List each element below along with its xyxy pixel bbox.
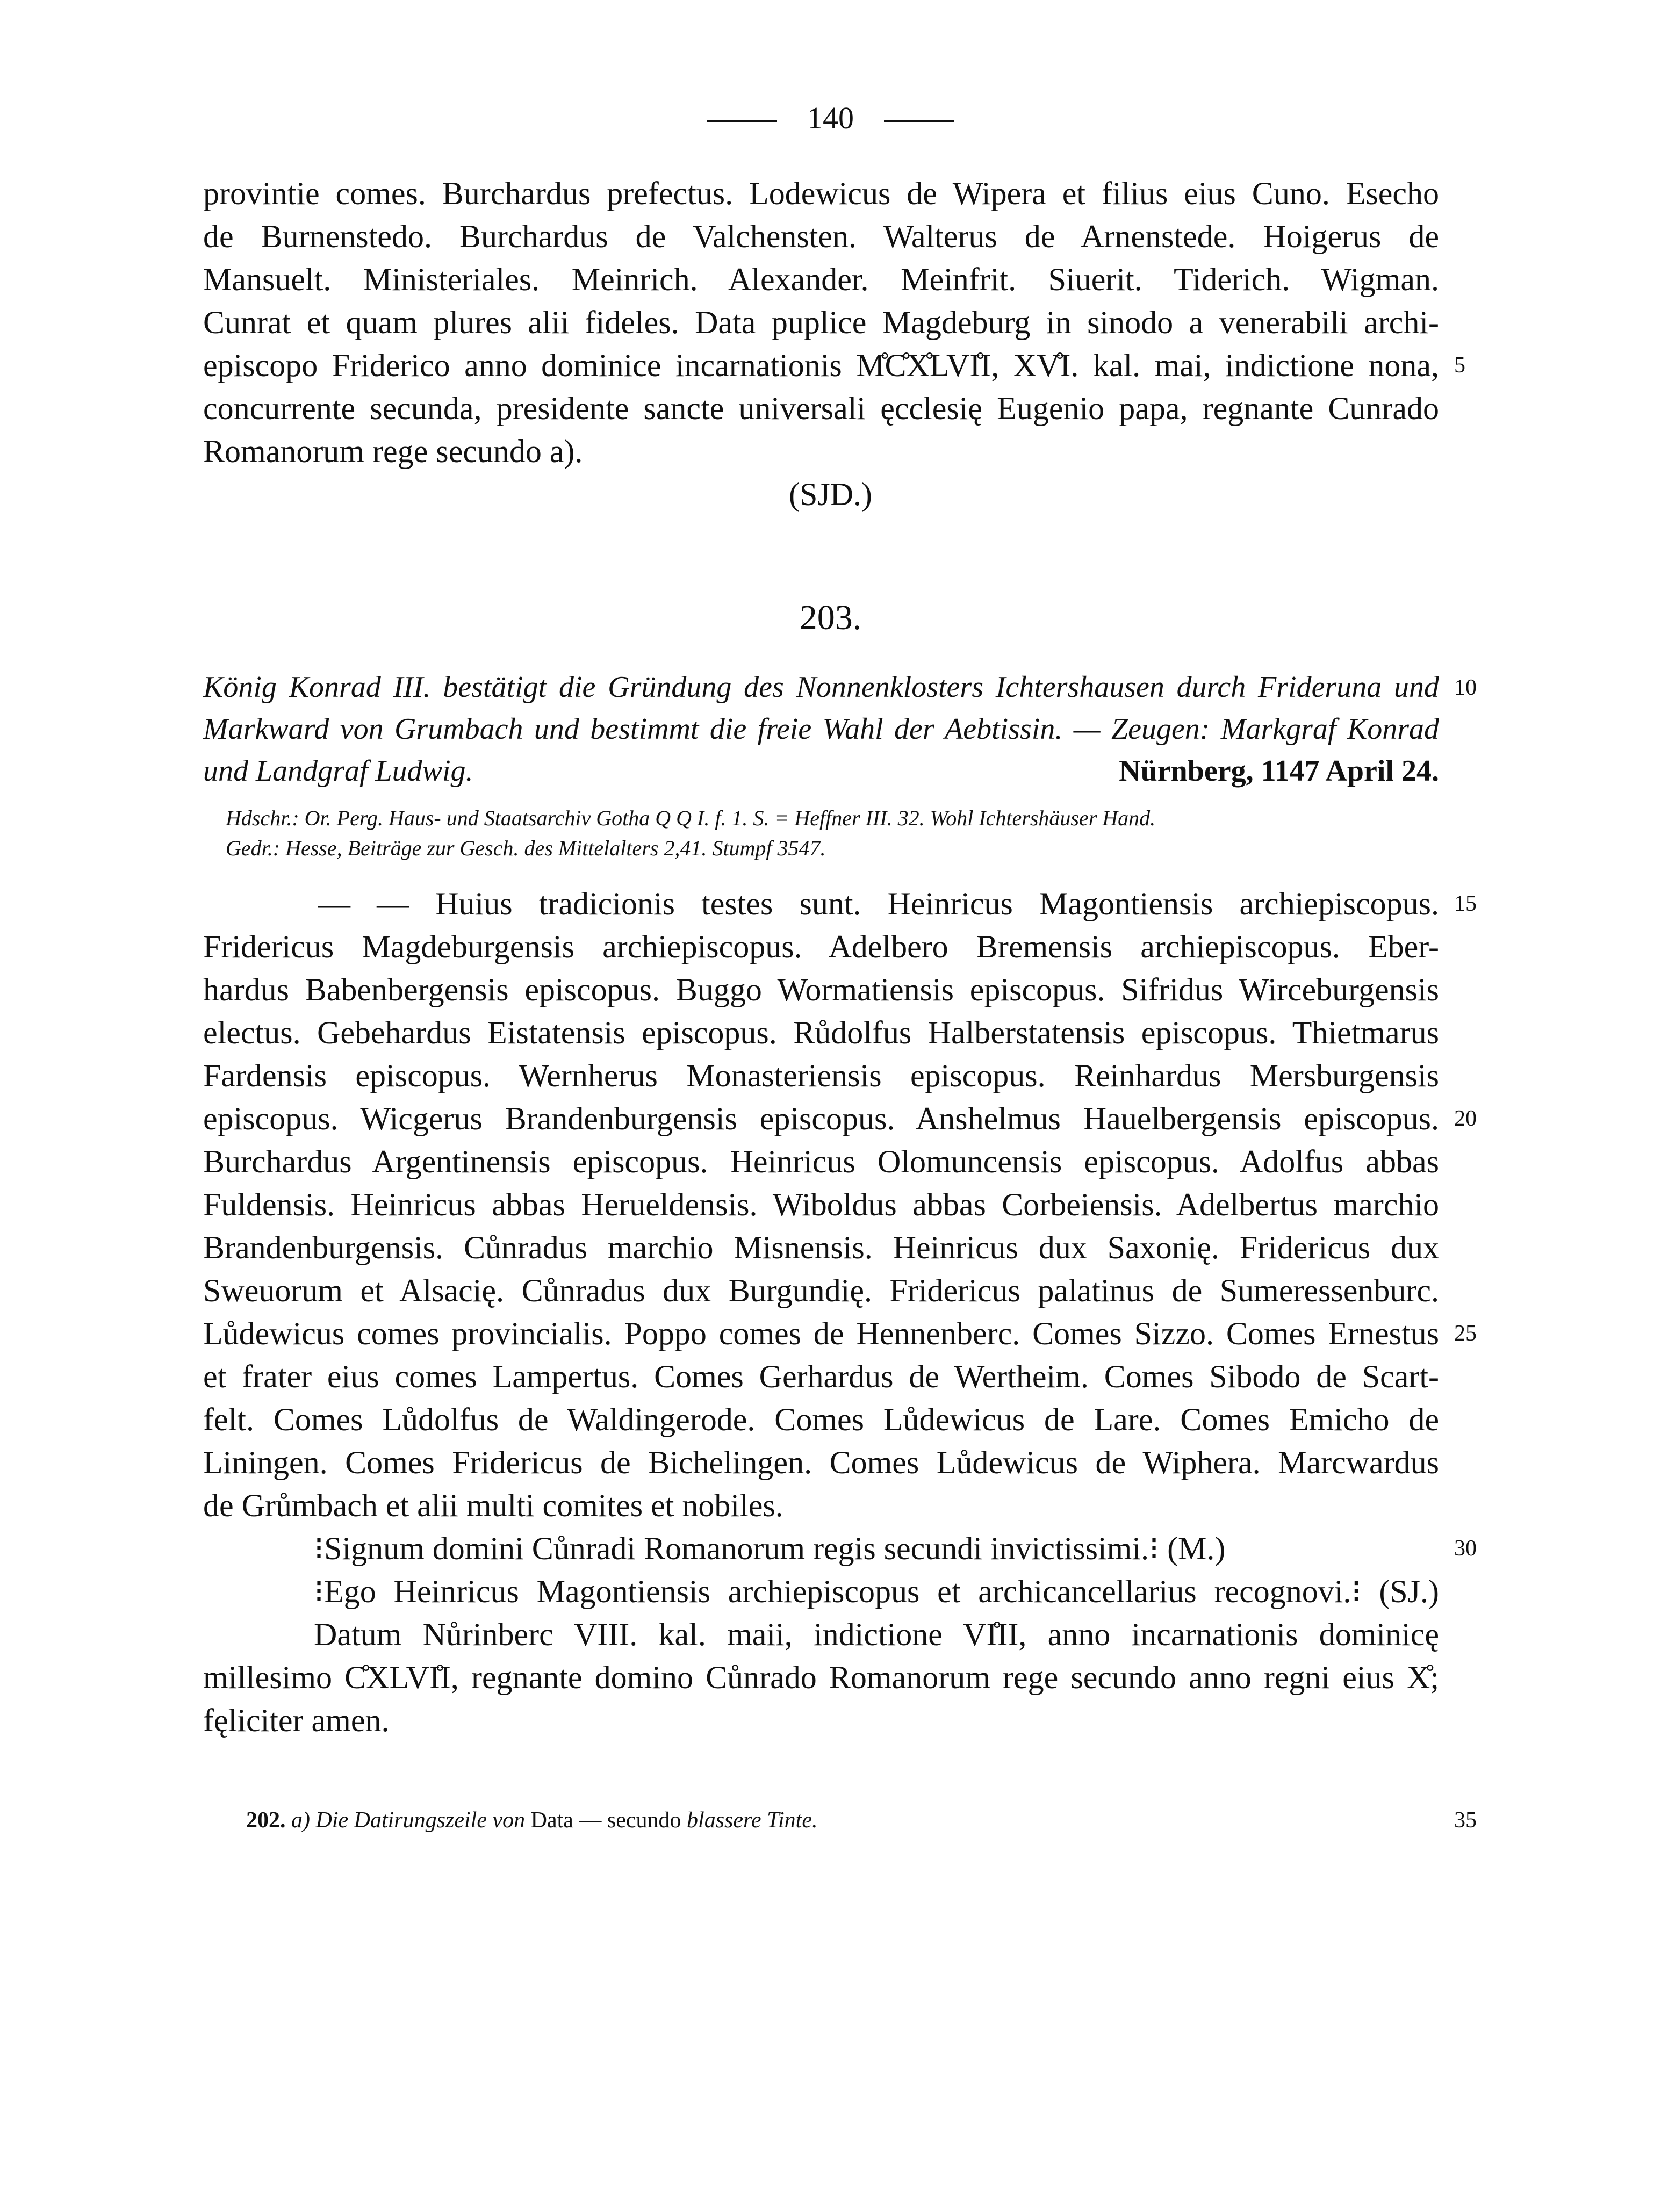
body-line: Lůdewicus comes provincialis. Poppo comes de Hennenberc. Comes Sizzo. Comes Ernestus xyxy=(203,1316,1439,1351)
page-number xyxy=(0,97,1661,140)
body-line: Burchardus Argentinensis episcopus. Heinricus Olomuncensis episcopus. Adolfus abbas xyxy=(203,1144,1439,1179)
continuation-line: Romanorum rege secundo a). xyxy=(203,434,583,469)
body-line: electus. Gebehardus Eistatensis episcopus. Růdolfus Halberstatensis episcopus. Thietmarus xyxy=(203,1015,1439,1050)
body-line: Fridericus Magdeburgensis archiepiscopus. Adelbero Bremensis archiepiscopus. Eber- xyxy=(203,929,1439,964)
line-number-30: 30 xyxy=(1454,1536,1477,1561)
footnote-number: 202. xyxy=(246,1808,286,1833)
footnote xyxy=(246,1804,817,1836)
regest-last-line xyxy=(203,750,1439,792)
regest-last-text: und Landgraf Ludwig. xyxy=(203,754,473,788)
datum-line: Datum Nůrinberc VIII. kal. maii, indictione VI̊II, anno incarnationis dominicę xyxy=(314,1617,1439,1652)
page-number-rule-left xyxy=(707,120,777,122)
page-number-rule-right xyxy=(884,120,954,122)
datum-line: millesimo C̊XLVI̊I, regnante domino Cůnrado Romanorum rege secundo anno regni eius X̊; xyxy=(203,1660,1439,1695)
body-line: Sweuorum et Alsacię. Cůnradus dux Burgundię. Fridericus palatinus de Sumeressenburc. xyxy=(203,1273,1439,1308)
body-line: Fardensis episcopus. Wernherus Monasteriensis episcopus. Reinhardus Mersburgensis xyxy=(203,1058,1439,1093)
regest-line: Markward von Grumbach und bestimmt die freie Wahl der Aebtissin. — Zeugen: Markgraf Konrad xyxy=(203,712,1439,746)
body-line: felt. Comes Lůdolfus de Waldingerode. Comes Lůdewicus de Lare. Comes Emicho de xyxy=(203,1402,1439,1437)
body-line: episcopus. Wicgerus Brandenburgensis episcopus. Anshelmus Hauelbergensis episcopus. xyxy=(203,1101,1439,1136)
body-line: Liningen. Comes Fridericus de Bichelingen. Comes Lůdewicus de Wiphera. Marcwardus xyxy=(203,1445,1439,1480)
line-number-5: 5 xyxy=(1454,353,1465,378)
footnote-text-italic: Die Datirungszeile von xyxy=(315,1808,526,1833)
place-date: Nürnberg, 1147 April 24. xyxy=(1119,754,1439,788)
footnote-text-roman: Data — secundo xyxy=(530,1808,681,1833)
datum-line: fęliciter amen. xyxy=(203,1703,390,1738)
body-line: et frater eius comes Lampertus. Comes Gerhardus de Wertheim. Comes Sibodo de Scart- xyxy=(203,1359,1439,1394)
source-line: Hdschr.: Or. Perg. Haus- und Staatsarchiv Gotha Q Q I. f. 1. S. = Heffner III. 32. Wohl Ichtershäuser Hand. xyxy=(226,806,1156,830)
footnote-text-italic: blassere Tinte. xyxy=(687,1808,818,1833)
body-line: de Grůmbach et alii multi comites et nobiles. xyxy=(203,1488,783,1523)
body-line: Fuldensis. Heinricus abbas Herueldensis. Wiboldus abbas Corbeiensis. Adelbertus marchio xyxy=(203,1187,1439,1222)
line-number-20: 20 xyxy=(1454,1106,1477,1131)
body-line: — — Huius tradicionis testes sunt. Heinricus Magontiensis archiepiscopus. xyxy=(318,886,1439,921)
regest-line: König Konrad III. bestätigt die Gründung des Nonnenklosters Ichtershausen durch Frideruna und xyxy=(203,671,1439,704)
document-number: 203. xyxy=(799,598,862,637)
page-number-text: 140 xyxy=(807,100,854,135)
body-line: Brandenburgensis. Cůnradus marchio Misnensis. Heinricus dux Saxonię. Fridericus dux xyxy=(203,1230,1439,1265)
continuation-line: Mansuelt. Ministeriales. Meinrich. Alexander. Meinfrit. Siuerit. Tiderich. Wigman. xyxy=(203,262,1439,297)
body-line: hardus Babenbergensis episcopus. Buggo Wormatiensis episcopus. Sifridus Wirceburgensis xyxy=(203,972,1439,1007)
line-number-25: 25 xyxy=(1454,1321,1477,1346)
line-number-35: 35 xyxy=(1454,1808,1477,1833)
footnote-marker: a) xyxy=(291,1808,310,1833)
signum-line: ⁝Signum domini Cůnradi Romanorum regis secundi invictissimi.⁝ (M.) xyxy=(314,1531,1226,1566)
continuation-signature: (SJD.) xyxy=(788,477,872,512)
recognition-line: ⁝Ego Heinricus Magontiensis archiepiscopus et archicancellarius recognovi.⁝ (SJ.) xyxy=(314,1574,1439,1609)
line-number-10: 10 xyxy=(1454,675,1477,700)
line-number-15: 15 xyxy=(1454,891,1477,916)
source-line: Gedr.: Hesse, Beiträge zur Gesch. des Mittelalters 2,41. Stumpf 3547. xyxy=(226,836,826,860)
continuation-line: provintie comes. Burchardus prefectus. Lodewicus de Wipera et filius eius Cuno. Esecho xyxy=(203,176,1439,211)
continuation-line: concurrente secunda, presidente sancte universali ęcclesię Eugenio papa, regnante Cunrado xyxy=(203,391,1439,426)
continuation-line: de Burnenstedo. Burchardus de Valchensten. Walterus de Arnenstede. Hoigerus de xyxy=(203,219,1439,254)
continuation-line: episcopo Friderico anno dominice incarnationis M̊C̊X̊LVI̊I, XV̊I. kal. mai, indictione nona, xyxy=(203,348,1439,383)
continuation-line: Cunrat et quam plures alii fideles. Data puplice Magdeburg in sinodo a venerabili archi- xyxy=(203,305,1439,340)
